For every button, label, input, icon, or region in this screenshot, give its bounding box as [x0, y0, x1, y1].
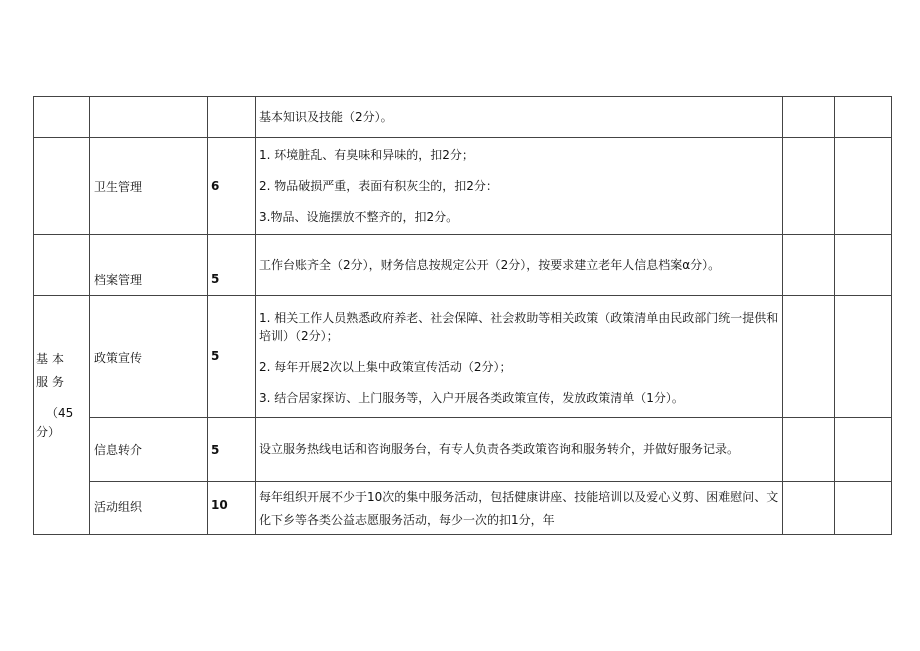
category-cell-prev [34, 235, 90, 296]
standard-line: 3.物品、设施摆放不整齐的，扣2分。 [259, 209, 459, 224]
table-row [34, 138, 892, 235]
standard-line: 2. 每年开展2次以上集中政策宣传活动（2分）； [259, 359, 512, 374]
remark-cell [835, 138, 892, 235]
score-cell: 5 [208, 296, 256, 418]
score-cell: 6 [208, 138, 256, 235]
standard-line: 3. 结合居家探访、上门服务等，入户开展各类政策宣传，发放政策清单（1分）。 [259, 390, 684, 405]
item-cell: 信息转介 [90, 418, 208, 482]
standard-cell [256, 97, 783, 138]
remark-cell [835, 235, 892, 296]
table-row [34, 235, 892, 296]
table-row [34, 482, 892, 535]
standard-line: 2. 物品破损严重，表面有积灰尘的，扣2分： [259, 178, 498, 193]
table-row [34, 97, 892, 138]
category-cell-prev [34, 97, 90, 138]
standard-cell [256, 235, 783, 296]
item-cell: 活动组织 [90, 482, 208, 535]
score-cell: 5 [208, 235, 256, 296]
deduction-cell [783, 418, 835, 482]
score-cell: 10 [208, 482, 256, 535]
remark-cell [835, 296, 892, 418]
standard-line: 基本知识及技能（2分）。 [259, 109, 393, 124]
category-label [34, 350, 89, 442]
item-cell: 卫生管理 [90, 138, 208, 235]
item-cell: 政策宣传 [90, 296, 208, 418]
standard-cell [256, 138, 783, 235]
standard-line: 1. 相关工作人员熟悉政府养老、社会保障、社会救助等相关政策（政策清单由民政部门统一提供和培训）（2分）； [259, 310, 779, 343]
standard-cell [256, 418, 783, 482]
standard-line: 工作台账齐全（2分），财务信息按规定公开（2分），按要求建立老年人信息档案α分）。 [259, 258, 721, 272]
score-cell [208, 97, 256, 138]
standard-line: 设立服务热线电话和咨询服务台，有专人负责各类政策咨询和服务转介，并做好服务记录。 [259, 442, 740, 456]
category-points-line1: （45 [46, 406, 74, 420]
standard-cell [256, 296, 783, 418]
item-cell: 档案管理 [90, 235, 208, 296]
category-cell-prev [34, 138, 90, 235]
category-name-line2: 服务 [36, 375, 69, 389]
deduction-cell [783, 296, 835, 418]
scoring-table [33, 96, 892, 535]
deduction-cell [783, 97, 835, 138]
deduction-cell [783, 482, 835, 535]
deduction-cell [783, 138, 835, 235]
remark-cell [835, 482, 892, 535]
category-name-line1: 基本 [36, 352, 69, 366]
deduction-cell [783, 235, 835, 296]
category-cell [34, 296, 90, 535]
table-row [34, 418, 892, 482]
table-row [34, 296, 892, 418]
score-cell: 5 [208, 418, 256, 482]
item-cell [90, 97, 208, 138]
standard-line: 1. 环境脏乱、有臭味和异味的，扣2分； [259, 147, 474, 162]
standard-line: 每年组织开展不少于10次的集中服务活动，包括健康讲座、技能培训以及爱心义剪、困难慰问、文化下乡等各类公益志愿服务活动，每少一次的扣1分，年 [259, 490, 779, 527]
remark-cell [835, 418, 892, 482]
remark-cell [835, 97, 892, 138]
standard-cell [256, 482, 783, 535]
category-points-line2: 分） [36, 425, 61, 439]
